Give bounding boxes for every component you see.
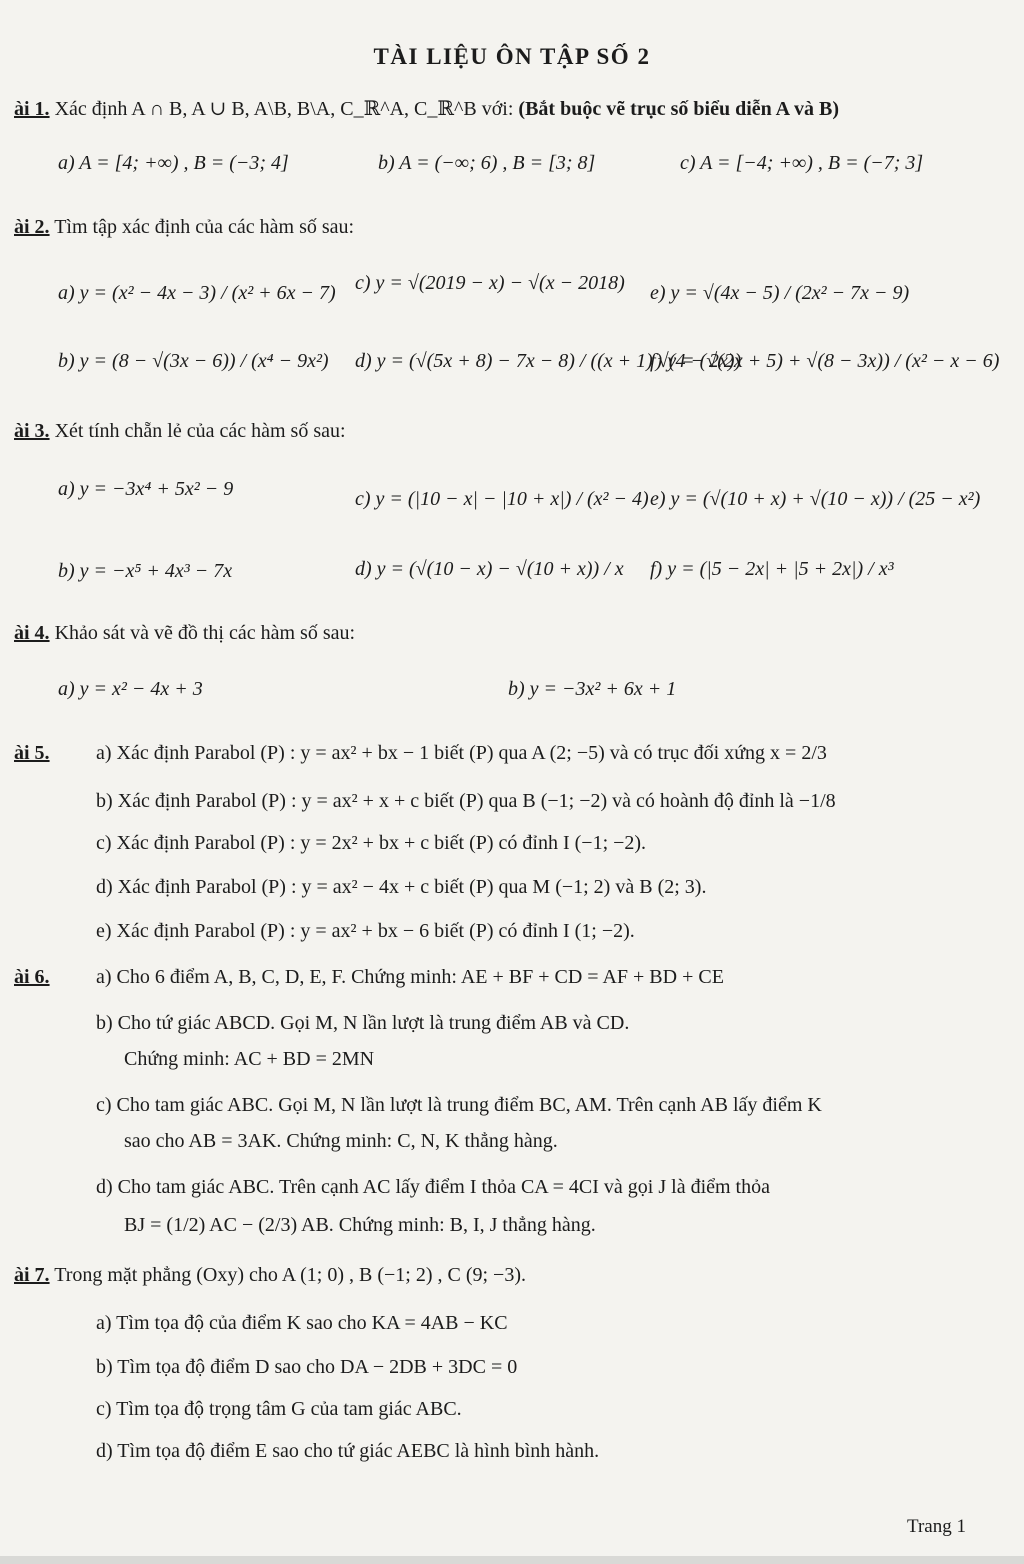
exercise-5b: b) Xác định Parabol (P) : y = ax² + x + c biết (P) qua B (−1; −2) và có hoành độ đỉnh là −1/8 xyxy=(96,790,836,812)
exercise-7d: d) Tìm tọa độ điểm E sao cho tứ giác AEBC là hình bình hành. xyxy=(96,1440,600,1462)
exercise-2d: d) y = (√(5x + 8) − 7x − 8) / ((x + 1) √(4 − 2x)) xyxy=(355,350,742,372)
exercise-4 xyxy=(14,622,355,645)
exercise-3-label: ài 3. xyxy=(14,420,50,442)
exercise-5e: e) Xác định Parabol (P) : y = ax² + bx − 6 biết (P) có đỉnh I (1; −2). xyxy=(96,920,635,942)
exercise-3 xyxy=(14,420,346,443)
exercise-1-label: ài 1. xyxy=(14,98,50,120)
exercise-6a: a) Cho 6 điểm A, B, C, D, E, F. Chứng minh: AE + BF + CD = AF + BD + CE xyxy=(96,966,724,988)
exercise-3b: b) y = −x⁵ + 4x³ − 7x xyxy=(58,560,233,582)
exercise-6c-line2: sao cho AB = 3AK. Chứng minh: C, N, K thẳng hàng. xyxy=(124,1130,558,1152)
exercise-1-note: (Bắt buộc vẽ trục số biểu diễn A và B) xyxy=(518,98,839,120)
exercise-3e: e) y = (√(10 + x) + √(10 − x)) / (25 − x²) xyxy=(650,488,981,510)
exercise-6c-line1: c) Cho tam giác ABC. Gọi M, N lần lượt là trung điểm BC, AM. Trên cạnh AB lấy điểm K xyxy=(96,1094,822,1116)
exercise-5-label: ài 5. xyxy=(14,742,50,764)
exercise-3a: a) y = −3x⁴ + 5x² − 9 xyxy=(58,478,234,500)
exercise-1b: b) A = (−∞; 6) , B = [3; 8] xyxy=(378,152,596,174)
exercise-2c: c) y = √(2019 − x) − √(x − 2018) xyxy=(355,272,625,294)
exercise-7c: c) Tìm tọa độ trọng tâm G của tam giác ABC. xyxy=(96,1398,462,1420)
exercise-4b: b) y = −3x² + 6x + 1 xyxy=(508,678,677,700)
exercise-6 xyxy=(14,966,50,989)
exercise-6b-line1: b) Cho tứ giác ABCD. Gọi M, N lần lượt là trung điểm AB và CD. xyxy=(96,1012,630,1034)
exercise-6b-line2: Chứng minh: AC + BD = 2MN xyxy=(124,1048,375,1070)
exercise-2-text: Tìm tập xác định của các hàm số sau: xyxy=(54,216,355,238)
exercise-1-text: Xác định A ∩ B, A ∪ B, A\B, B\A, C_ℝ^A, C_ℝ^B với: xyxy=(54,98,514,120)
exercise-7-label: ài 7. xyxy=(14,1264,50,1286)
exercise-4-text: Khảo sát và vẽ đồ thị các hàm số sau: xyxy=(54,622,356,644)
exercise-2e: e) y = √(4x − 5) / (2x² − 7x − 9) xyxy=(650,282,910,304)
exercise-4-label: ài 4. xyxy=(14,622,50,644)
exercise-2f: f) y = (√(2x + 5) + √(8 − 3x)) / (x² − x − 6) xyxy=(650,350,1000,372)
exercise-2 xyxy=(14,216,354,239)
page-number: Trang 1 xyxy=(907,1516,966,1537)
exercise-6d-line2: BJ = (1/2) AC − (2/3) AB. Chứng minh: B, I, J thẳng hàng. xyxy=(124,1214,596,1236)
exercise-5 xyxy=(14,742,50,765)
exercise-1 xyxy=(14,96,839,121)
exercise-3-text: Xét tính chẵn lẻ của các hàm số sau: xyxy=(54,420,346,442)
exercise-5a: a) Xác định Parabol (P) : y = ax² + bx − 1 biết (P) qua A (2; −5) và có trục đối xứng x = 2/3 xyxy=(96,742,827,764)
exercise-4a: a) y = x² − 4x + 3 xyxy=(58,678,203,700)
exercise-1c: c) A = [−4; +∞) , B = (−7; 3] xyxy=(680,152,924,174)
exercise-1a: a) A = [4; +∞) , B = (−3; 4] xyxy=(58,152,289,174)
exercise-7a: a) Tìm tọa độ của điểm K sao cho KA = 4AB − KC xyxy=(96,1312,508,1334)
exercise-7 xyxy=(14,1264,526,1287)
bottom-edge xyxy=(0,1556,1024,1564)
exercise-7b: b) Tìm tọa độ điểm D sao cho DA − 2DB + 3DC = 0 xyxy=(96,1356,518,1378)
exercise-3d: d) y = (√(10 − x) − √(10 + x)) / x xyxy=(355,558,624,580)
exercise-6d-line1: d) Cho tam giác ABC. Trên cạnh AC lấy điểm I thỏa CA = 4CI và gọi J là điểm thỏa xyxy=(96,1176,770,1198)
exercise-2b: b) y = (8 − √(3x − 6)) / (x⁴ − 9x²) xyxy=(58,350,329,372)
exercise-5c: c) Xác định Parabol (P) : y = 2x² + bx + c biết (P) có đỉnh I (−1; −2). xyxy=(96,832,647,854)
exercise-3f: f) y = (|5 − 2x| + |5 + 2x|) / x³ xyxy=(650,558,894,580)
exercise-2a: a) y = (x² − 4x − 3) / (x² + 6x − 7) xyxy=(58,282,336,304)
exercise-5d: d) Xác định Parabol (P) : y = ax² − 4x + c biết (P) qua M (−1; 2) và B (2; 3). xyxy=(96,876,707,898)
exercise-3c: c) y = (|10 − x| − |10 + x|) / (x² − 4) xyxy=(355,488,649,510)
exercise-6-label: ài 6. xyxy=(14,966,50,988)
exercise-7-text: Trong mặt phẳng (Oxy) cho A (1; 0) , B (−1; 2) , C (9; −3). xyxy=(54,1264,526,1286)
page-title: TÀI LIỆU ÔN TẬP SỐ 2 xyxy=(373,44,651,69)
exercise-2-label: ài 2. xyxy=(14,216,50,238)
